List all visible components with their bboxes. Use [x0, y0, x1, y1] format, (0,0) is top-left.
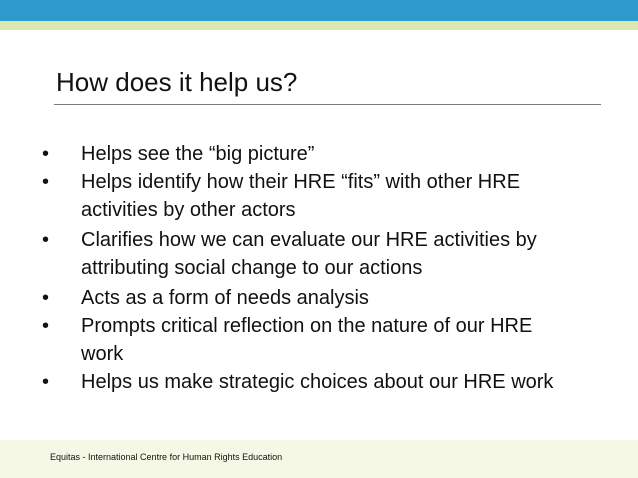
bullet-line: Prompts critical reflection on the nature of our HRE — [81, 315, 533, 337]
bullet-line: work — [81, 343, 124, 365]
bullet-text — [81, 368, 591, 396]
bullet-text — [81, 140, 591, 168]
title-divider — [54, 104, 601, 105]
bullet-marker: • — [42, 171, 50, 193]
bullet-line: Helps see the “big picture” — [81, 143, 315, 165]
footer-caption: Equitas - International Centre for Human Rights Education — [50, 452, 283, 462]
bullet-text — [81, 168, 591, 224]
bullet-line: Helps identify how their HRE “fits” with other HRE — [81, 171, 521, 193]
slide-title: How does it help us? — [56, 67, 298, 97]
bullet-line: Helps us make strategic choices about our HRE work — [81, 371, 554, 393]
bullet-line: Clarifies how we can evaluate our HRE activities by — [81, 229, 537, 251]
bullet-line: activities by other actors — [81, 199, 296, 221]
bullet-text — [81, 226, 591, 282]
bullet-line: attributing social change to our actions — [81, 257, 423, 279]
bullet-text — [81, 284, 591, 312]
bullet-marker: • — [42, 371, 50, 393]
bullet-marker: • — [42, 143, 50, 165]
bullet-line: Acts as a form of needs analysis — [81, 287, 369, 309]
top-accent-bar — [0, 0, 638, 21]
top-secondary-bar — [0, 21, 638, 30]
bullet-marker: • — [42, 287, 50, 309]
bullet-marker: • — [42, 229, 50, 251]
bullet-text — [81, 312, 591, 368]
bullet-marker: • — [42, 315, 50, 337]
